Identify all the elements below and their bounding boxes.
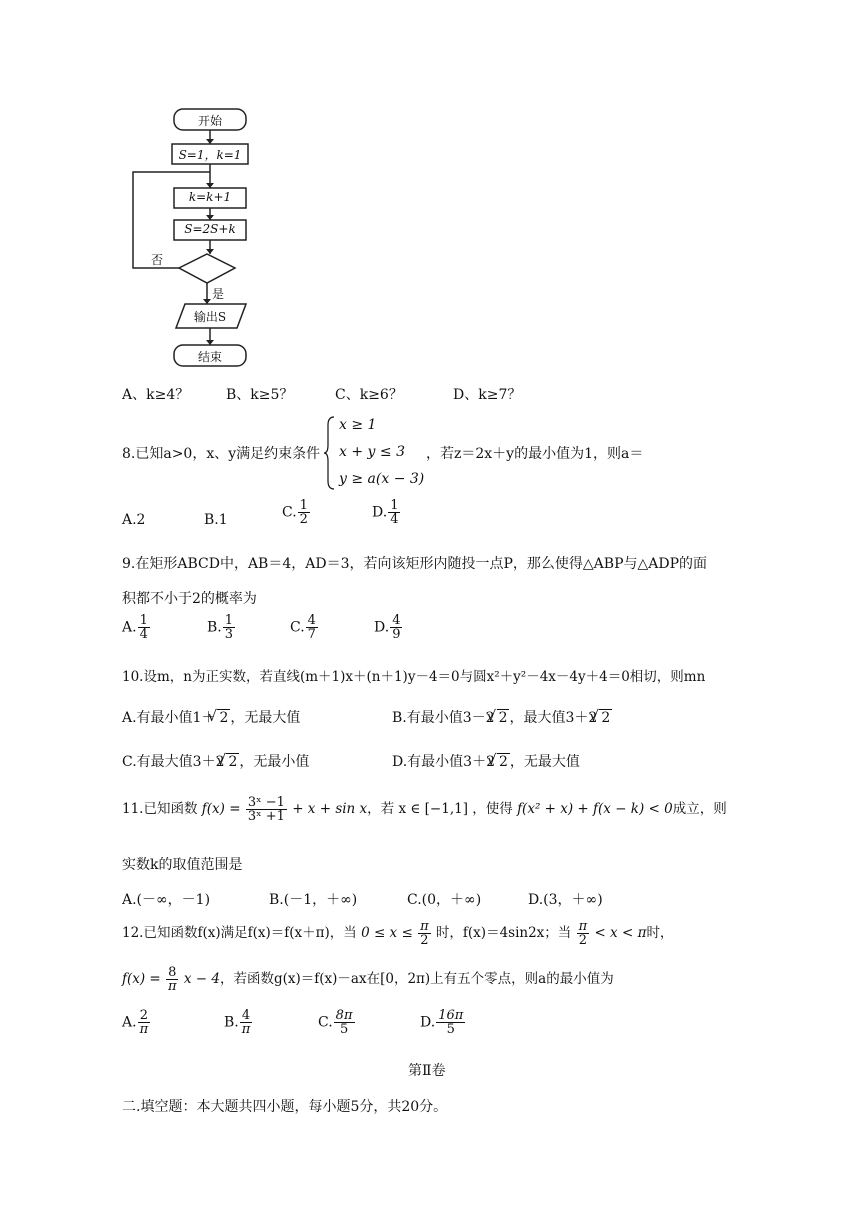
- part-ii-title: 第Ⅱ卷: [408, 1063, 446, 1079]
- q7-option-a: A、k≥4？: [122, 387, 190, 403]
- q10-option-a: A.有最小值1＋√ 2 ，无最大值: [122, 707, 300, 727]
- q8-constraint-3: y ≥ a(x − 3): [339, 471, 425, 487]
- q11-text: 11.已知函数 f(x) = $\frac{\text{3ˣ −1}}{\text{3ˣ +1}}$ + x + sin x，若 x ∈ [−1,1] ，使得 f(x² + x) + f(x − k) < 0成立，则: [122, 795, 727, 824]
- flow-start: 开始: [197, 114, 222, 128]
- q8-constraint-1: x ≥ 1: [339, 417, 377, 433]
- q12-option-d: D. $\frac{16\pi}{5}$: [420, 1008, 464, 1037]
- q9-option-d: D. $\frac{4}{9}$: [374, 613, 401, 642]
- q9-text-line1: 9.在矩形ABCD中，AB＝4，AD＝3，若向该矩形内随投一点P，那么使得△ABP与△ADP的面: [122, 556, 708, 572]
- q11-option-b: B.(－1，＋∞): [269, 892, 358, 908]
- q8-brace: [324, 415, 336, 491]
- q10-option-c: C.有最大值3＋2√ 2 ，无最小值: [122, 751, 309, 771]
- q12-option-c: C. $\frac{8\pi}{5}$: [318, 1008, 353, 1037]
- q7-option-b: B、k≥5？: [226, 387, 294, 403]
- q8-option-d: D. $\frac{1}{4}$: [372, 498, 399, 527]
- q8-option-b: B.1: [204, 512, 228, 528]
- q10-text: 10.设m，n为正实数，若直线(m＋1)x＋(n＋1)y－4＝0与圆x²＋y²－4x－4y＋4＝0相切，则mn: [122, 669, 706, 685]
- flow-no-label: 否: [151, 253, 164, 267]
- q9-text-line2: 积都不小于2的概率为: [122, 591, 257, 607]
- flow-init: S=1，k=1: [178, 148, 242, 162]
- q11-option-a: A.(－∞，－1): [122, 892, 211, 908]
- section-2-heading: 二.填空题：本大题共四小题，每小题5分，共20分。: [122, 1099, 448, 1115]
- q12-option-b: B. $\frac{4}{\pi}$: [224, 1008, 251, 1037]
- flowchart: [125, 102, 260, 372]
- q9-option-b: B. $\frac{1}{3}$: [207, 613, 234, 642]
- q10-option-b: B.有最小值3－2√ 2 ，最大值3＋2√ 2: [392, 707, 612, 727]
- flow-output: 输出S: [193, 310, 227, 324]
- q11-option-d: D.(3，＋∞): [528, 892, 603, 908]
- q8-option-c: C. $\frac{1}{2}$: [282, 498, 308, 527]
- q11-text-line2: 实数k的取值范围是: [122, 857, 243, 873]
- q7-option-c: C、k≥6？: [335, 387, 403, 403]
- q11-option-c: C.(0，＋∞): [407, 892, 482, 908]
- flow-end: 结束: [197, 350, 222, 364]
- q12-text-line2: f(x) = $\frac{8}{\pi}$ x − 4，若函数g(x)＝f(x)－ax在[0，2π)上有五个零点，则a的最小值为: [122, 965, 614, 994]
- flow-yes-label: 是: [212, 287, 225, 301]
- q8-constraint-2: x + y ≤ 3: [339, 444, 405, 460]
- q8-suffix: ，若z＝2x＋y的最小值为1，则a＝: [426, 446, 644, 462]
- flow-step1: k=k+1: [188, 190, 232, 204]
- q9-option-a: A. $\frac{1}{4}$: [122, 613, 148, 642]
- q8-option-a: A.2: [122, 512, 146, 528]
- q8-prefix: 8.已知a>0，x、y满足约束条件: [122, 446, 321, 462]
- q10-option-d: D.有最小值3＋2√ 2 ，无最大值: [392, 751, 580, 771]
- flow-step2: S=2S+k: [184, 222, 236, 236]
- q9-option-c: C. $\frac{4}{7}$: [290, 613, 316, 642]
- q12-option-a: A. $\frac{2}{\pi}$: [122, 1008, 149, 1037]
- q12-text-line1: 12.已知函数f(x)满足f(x)＝f(x＋π)，当 0 ≤ x ≤ $\frac{\pi}{2}$ 时，f(x)＝4sin2x；当 $\frac{\pi}{2}$ < x < π时，: [122, 919, 674, 948]
- q7-option-d: D、k≥7？: [453, 387, 522, 403]
